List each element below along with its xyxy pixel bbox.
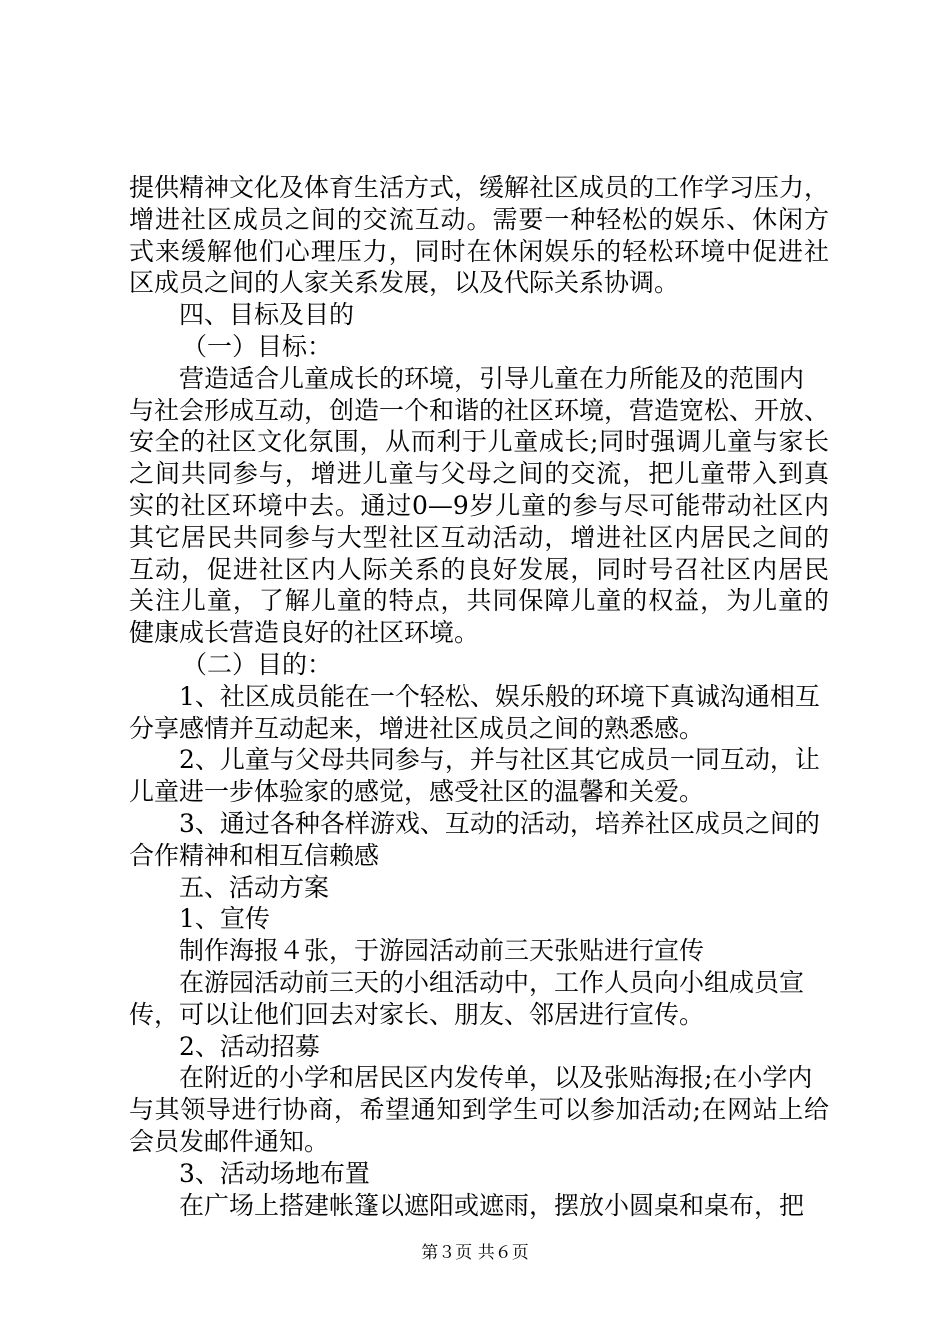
subsection-heading: 3、活动场地布置 [179,1158,370,1188]
text-line: 实的社区环境中去。通过0—9岁儿童的参与尽可能带动社区内 [129,490,829,520]
text-line: 会员发邮件通知。 [129,1126,330,1156]
document-body [129,172,829,1221]
text-line: 增进社区成员之间的交流互动。需要一种轻松的娱乐、休闲方 [129,204,829,234]
text-line: 营造适合儿童成长的环境，引导儿童在力所能及的范围内 [179,363,805,393]
subsection-heading: （一）目标： [182,331,333,361]
section-heading: 四、目标及目的 [179,300,355,330]
text-line: 在广场上搭建帐篷以遮阳或遮雨，摆放小圆桌和桌布，把 [179,1190,805,1220]
text-line: 互动，促进社区内人际关系的良好发展，同时号召社区内居民 [129,554,829,584]
text-line: 儿童进一步体验家的感觉，感受社区的温馨和关爱。 [129,777,705,807]
page-number-footer: 第３页 共６页 [421,1243,529,1263]
text-line: 与其领导进行协商，希望通知到学生可以参加活动;在网站上给 [129,1095,829,1125]
text-line: 其它居民共同参与大型社区互动活动，增进社区内居民之间的 [129,522,829,552]
text-line: 在附近的小学和居民区内发传单，以及张贴海报;在小学内 [179,1063,813,1093]
text-line: 式来缓解他们心理压力，同时在休闲娱乐的轻松环境中促进社 [129,236,829,266]
section-heading: 五、活动方案 [179,872,330,902]
text-line: 安全的社区文化氛围，从而利于儿童成长;同时强调儿童与家长 [129,427,829,457]
text-line: 传，可以让他们回去对家长、朋友、邻居进行宣传。 [129,999,705,1029]
list-item: 3、通过各种各样游戏、互动的活动，培养社区成员之间的 [179,808,820,838]
subsection-heading: 2、活动招募 [179,1031,320,1061]
list-item: 1、社区成员能在一个轻松、娱乐般的环境下真诚沟通相互 [179,681,820,711]
text-line: 之间共同参与，增进儿童与父母之间的交流，把儿童带入到真 [129,459,829,489]
subsection-heading: （二）目的： [182,649,333,679]
text-line: 区成员之间的人家关系发展，以及代际关系协调。 [129,268,680,298]
text-line: 在游园活动前三天的小组活动中，工作人员向小组成员宣 [179,967,805,997]
text-line: 分享感情并互动起来，增进社区成员之间的熟悉感。 [129,713,705,743]
text-line: 提供精神文化及体育生活方式，缓解社区成员的工作学习压力， [129,173,830,202]
text-line: 制作海报４张，于游园活动前三天张贴进行宣传 [179,936,705,966]
text-line: 合作精神和相互信赖感 [129,840,380,870]
text-line: 健康成长营造良好的社区环境。 [129,618,480,648]
list-item: 2、儿童与父母共同参与，并与社区其它成员一同互动，让 [179,745,820,775]
text-line: 关注儿童，了解儿童的特点，共同保障儿童的权益，为儿童的 [129,586,829,616]
text-line: 与社会形成互动，创造一个和谐的社区环境，营造宽松、开放、 [129,395,830,425]
subsection-heading: 1、宣传 [179,904,270,934]
